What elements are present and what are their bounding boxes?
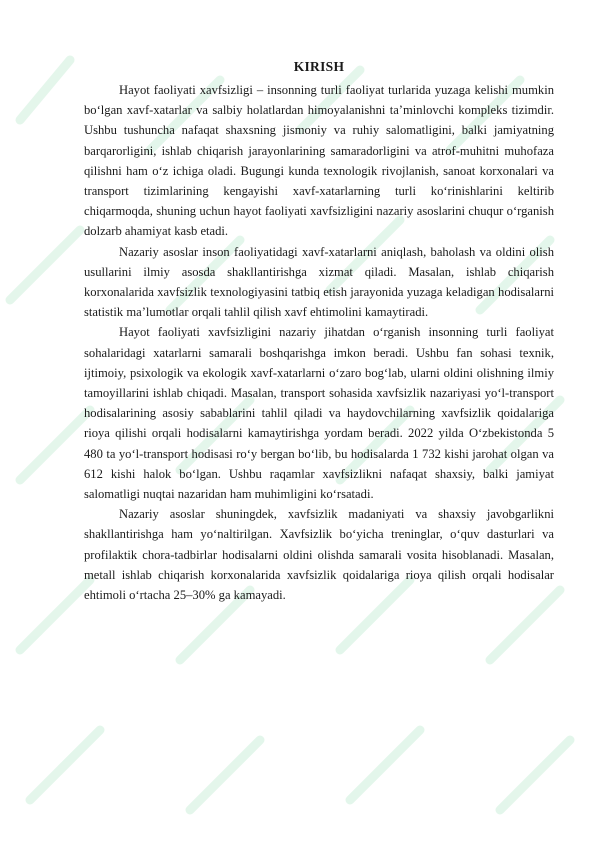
paragraph-2: Nazariy asoslar inson faoliyatidagi xavf-xatarlarni aniqlash, baholash va oldini olish usullarini ilmiy asosda shakllantirishga xizmat qiladi. Masalan, ishlab chiqarish korxonalarida xavfsizlik texnologiyasini tatbiq etish jarayonida yuzaga keladigan hodisalarni statistik ma’lumotlar orqali tahlil qilish xavf ehtimolini kamaytiradi. (84, 244, 554, 320)
watermark-stroke (30, 730, 100, 800)
document-title: KIRISH (293, 59, 345, 74)
document-body (84, 57, 554, 605)
watermark-stroke (20, 60, 70, 120)
watermark-stroke (350, 730, 420, 800)
watermark-stroke (10, 230, 80, 300)
watermark-stroke (500, 740, 570, 810)
paragraph-3: Hayot faoliyati xavfsizligini nazariy jihatdan o‘rganish insonning turli faoliyat sohalaridagi xatarlarni samarali boshqarishga imkon beradi. Ushbu fan sohasi texnik, ijtimoiy, psixologik va ekologik xavf-xatarlarni o‘zaro bog‘lab, ularni oldini olishning ilmiy tamoyillarini ishlab chiqadi. Masalan, transport sohasida xavfsizlik nazariyasi yo‘l-transport hodisalarining asosiy sabablarini tahlil qiladi va haydovchilarning xavfsizlik qoidalariga rioya qilishi orqali hodisalarni kamaytirishga yordam beradi. 2022 yilda O‘zbekistonda 5 480 ta yo‘l-transport hodisasi ro‘y bergan bo‘lib, bu hodisalarda 1 732 kishi jarohat olgan va 612 kishi halok bo‘lgan. Ushbu raqamlar xavfsizlikni nafaqat shaxsiy, balki jamiyat salomatligi nuqtai nazaridan ham muhimligini ko‘rsatadi. (84, 325, 554, 502)
watermark-stroke (20, 410, 90, 480)
paragraph-1: Hayot faoliyati xavfsizligi – insonning turli faoliyat turlarida yuzaga kelishi mumkin bo‘lgan xavf-xatarlar va salbiy holatlardan himoyalanishni ta’minlovchi kompleks tizimdir. Ushbu tushuncha nafaqat shaxsning jismoniy va ruhiy salomatligini, balki jamiyatning barqarorligini, ishlab chiqarish jarayonlarining samaradorligini va atrof-muhitni muhofaza qilishni ham o‘z ichiga oladi. Bugungi kunda texnologik rivojlanish, sanoat korxonalari va transport tizimlarining kengayishi xavf-xatarlarning turli ko‘rinishlarini keltirib chiqarmoqda, shuning uchun hayot faoliyati xavfsizligini nazariy asoslarini chuqur o‘rganish dolzarb ahamiyat kasb etadi. (84, 83, 554, 239)
watermark-stroke (20, 580, 90, 650)
watermark-stroke (190, 740, 260, 810)
paragraph-4: Nazariy asoslar shuningdek, xavfsizlik madaniyati va shaxsiy javobgarlikni shakllantirishga ham yo‘naltirilgan. Xavfsizlik bo‘yicha treninglar, o‘quv dasturlari va profilaktik chora-tadbirlar hodisalarni oldini olishda samarali vosita hisoblanadi. Masalan, metall ishlab chiqarish korxonalarida xavfsizlik qoidalariga rioya qilish orqali hodisalar ehtimoli o‘rtacha 25–30% ga kamayadi. (84, 507, 554, 603)
